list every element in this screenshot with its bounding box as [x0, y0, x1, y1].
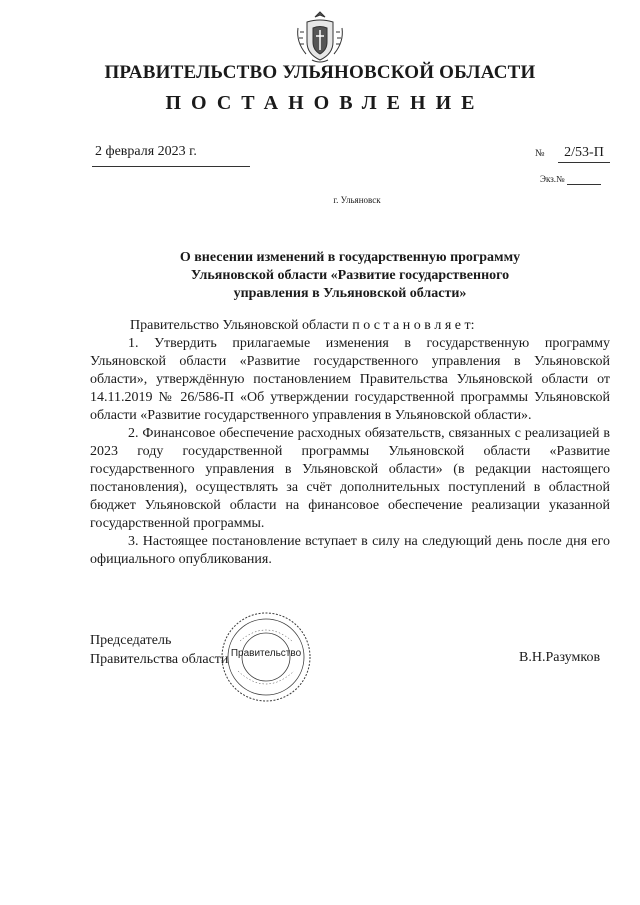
title-line: Ульяновской области «Развитие государственного — [190, 268, 510, 283]
body-paragraph: 1. Утвердить прилагаемые изменения в государственную программу Ульяновской области «Развитие государственного управления в Ульяновской области», утверждённую постановлением Правительства Ульяновской области от 14.11.2019 № 26/586-П «Об утверждении государственной программы Ульяновской области «Развитие государственного управления в Ульяновской области». — [90, 336, 610, 423]
document-body — [90, 317, 610, 569]
signer-name: В.Н.Разумков — [519, 650, 601, 665]
copy-number-label: Экз.№ — [540, 174, 565, 184]
body-intro: Правительство Ульяновской области п о с т а н о в л я е т: — [130, 318, 475, 333]
signer-position-line: Правительства области — [90, 652, 229, 667]
title-line: управления в Ульяновской области» — [233, 286, 467, 301]
copy-number-blank — [567, 174, 601, 185]
government-name: ПРАВИТЕЛЬСТВО УЛЬЯНОВСКОЙ ОБЛАСТИ — [104, 62, 536, 83]
number-sign: № — [535, 148, 545, 159]
city-name: г. Ульяновск — [333, 195, 381, 205]
title-line: О внесении изменений в государственную программу — [179, 250, 521, 265]
copy-number-field — [540, 174, 601, 185]
stamp-text: Правительство — [230, 648, 302, 659]
body-paragraph: 2. Финансовое обеспечение расходных обязательств, связанных с реализацией в 2023 году государственной программы Ульяновской области «Развитие государственного управления в Ульяновской области» (в редакции настоящего постановления), осуществлять за счёт дополнительных поступлений в областной бюджет Ульяновской области на финансовое обеспечение реализации указанной государственной программы. — [90, 426, 610, 531]
signer-position-line: Председатель — [90, 633, 172, 648]
document-title — [150, 249, 550, 303]
document-number: 2/53-П — [558, 144, 610, 163]
signer-position — [90, 631, 228, 669]
document-type: ПОСТАНОВЛЕНИЕ — [165, 92, 485, 114]
document-date: 2 февраля 2023 г. — [95, 144, 197, 159]
date-underline — [92, 166, 250, 167]
body-paragraph: 3. Настоящее постановление вступает в силу на следующий день после дня его официального опубликования. — [90, 534, 610, 567]
official-stamp — [220, 611, 312, 703]
coat-of-arms-icon — [292, 8, 348, 64]
